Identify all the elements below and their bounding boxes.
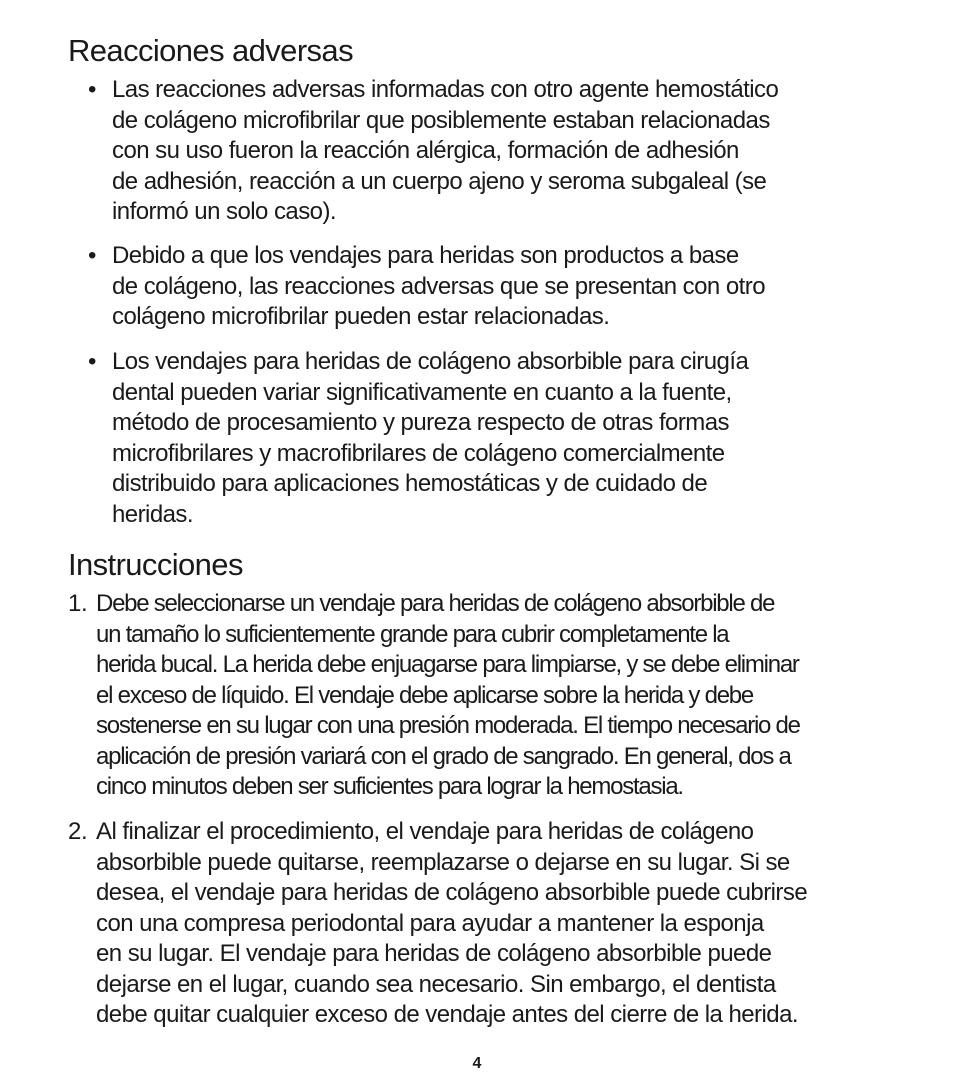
section-heading-instrucciones: Instrucciones (68, 547, 243, 582)
bullet-1-line-1: Las reacciones adversas informadas con otro agente hemostático (112, 76, 779, 103)
step-2-line-4: con una compresa periodontal para ayudar a mantener la esponja (96, 909, 764, 937)
bullet-3-line-4: microfibrilares y macrofibrilares de colágeno comercialmente (112, 439, 725, 467)
bullet-3-line-6: heridas. (112, 500, 193, 528)
bullet-3-line-3: método de procesamiento y pureza respecto de otras formas (112, 409, 729, 436)
step-2-line-1: Al finalizar el procedimiento, el vendaje para heridas de colágeno (96, 818, 754, 845)
step-2-line-3: desea, el vendaje para heridas de colágeno absorbible puede cubrirse (96, 879, 808, 906)
bullet-2-line-3: colágeno microfibrilar pueden estar relacionadas. (112, 303, 610, 330)
step-number: 1. (68, 590, 88, 617)
bullet-3-line-1: Los vendajes para heridas de colágeno absorbible para cirugía (112, 348, 749, 375)
bullet-3-line-2: dental pueden variar significativamente en cuanto a la fuente, (112, 378, 732, 406)
step-2-line-7: debe quitar cualquier exceso de vendaje antes del cierre de la herida. (96, 1001, 798, 1028)
bullet-1-line-5: informó un solo caso). (112, 198, 337, 225)
bullet-1-line-4: de adhesión, reacción a un cuerpo ajeno y seroma subgaleal (se (112, 167, 767, 195)
step-2-line-6: dejarse en el lugar, cuando sea necesario. Sin embargo, el dentista (96, 970, 776, 998)
step-1-line-1: Debe seleccionarse un vendaje para heridas de colágeno absorbible de (96, 590, 775, 617)
bullet-marker: • (88, 76, 97, 103)
step-1-line-5: sostenerse en su lugar con una presión moderada. El tiempo necesario de (96, 712, 800, 739)
bullet-2-line-2: de colágeno, las reacciones adversas que se presentan con otro (112, 272, 766, 300)
step-1-line-7: cinco minutos deben ser suficientes para lograr la hemostasia. (96, 773, 683, 800)
bullet-3-line-5: distribuido para aplicaciones hemostáticas y de cuidado de (112, 470, 708, 497)
bullet-marker: • (88, 242, 97, 269)
page-number: 4 (472, 1055, 482, 1072)
step-number: 2. (68, 818, 88, 845)
bullet-2-line-1: Debido a que los vendajes para heridas son productos a base (112, 242, 739, 269)
bullet-1-line-3: con su uso fueron la reacción alérgica, formación de adhesión (112, 137, 739, 164)
step-1-line-3: herida bucal. La herida debe enjuagarse para limpiarse, y se debe eliminar (96, 651, 799, 678)
step-2-line-2: absorbible puede quitarse, reemplazarse o dejarse en su lugar. Si se (96, 848, 790, 876)
step-1-line-2: un tamaño lo suficientemente grande para cubrir completamente la (96, 620, 729, 648)
bullet-marker: • (88, 348, 97, 375)
step-2-line-5: en su lugar. El vendaje para heridas de colágeno absorbible puede (96, 940, 772, 967)
section-heading-reacciones-adversas: Reacciones adversas (68, 33, 353, 68)
bullet-1-line-2: de colágeno microfibrilar que posiblemente estaban relacionadas (112, 106, 770, 134)
step-1-line-6: aplicación de presión variará con el grado de sangrado. En general, dos a (96, 742, 791, 770)
step-1-line-4: el exceso de líquido. El vendaje debe aplicarse sobre la herida y debe (96, 681, 753, 709)
